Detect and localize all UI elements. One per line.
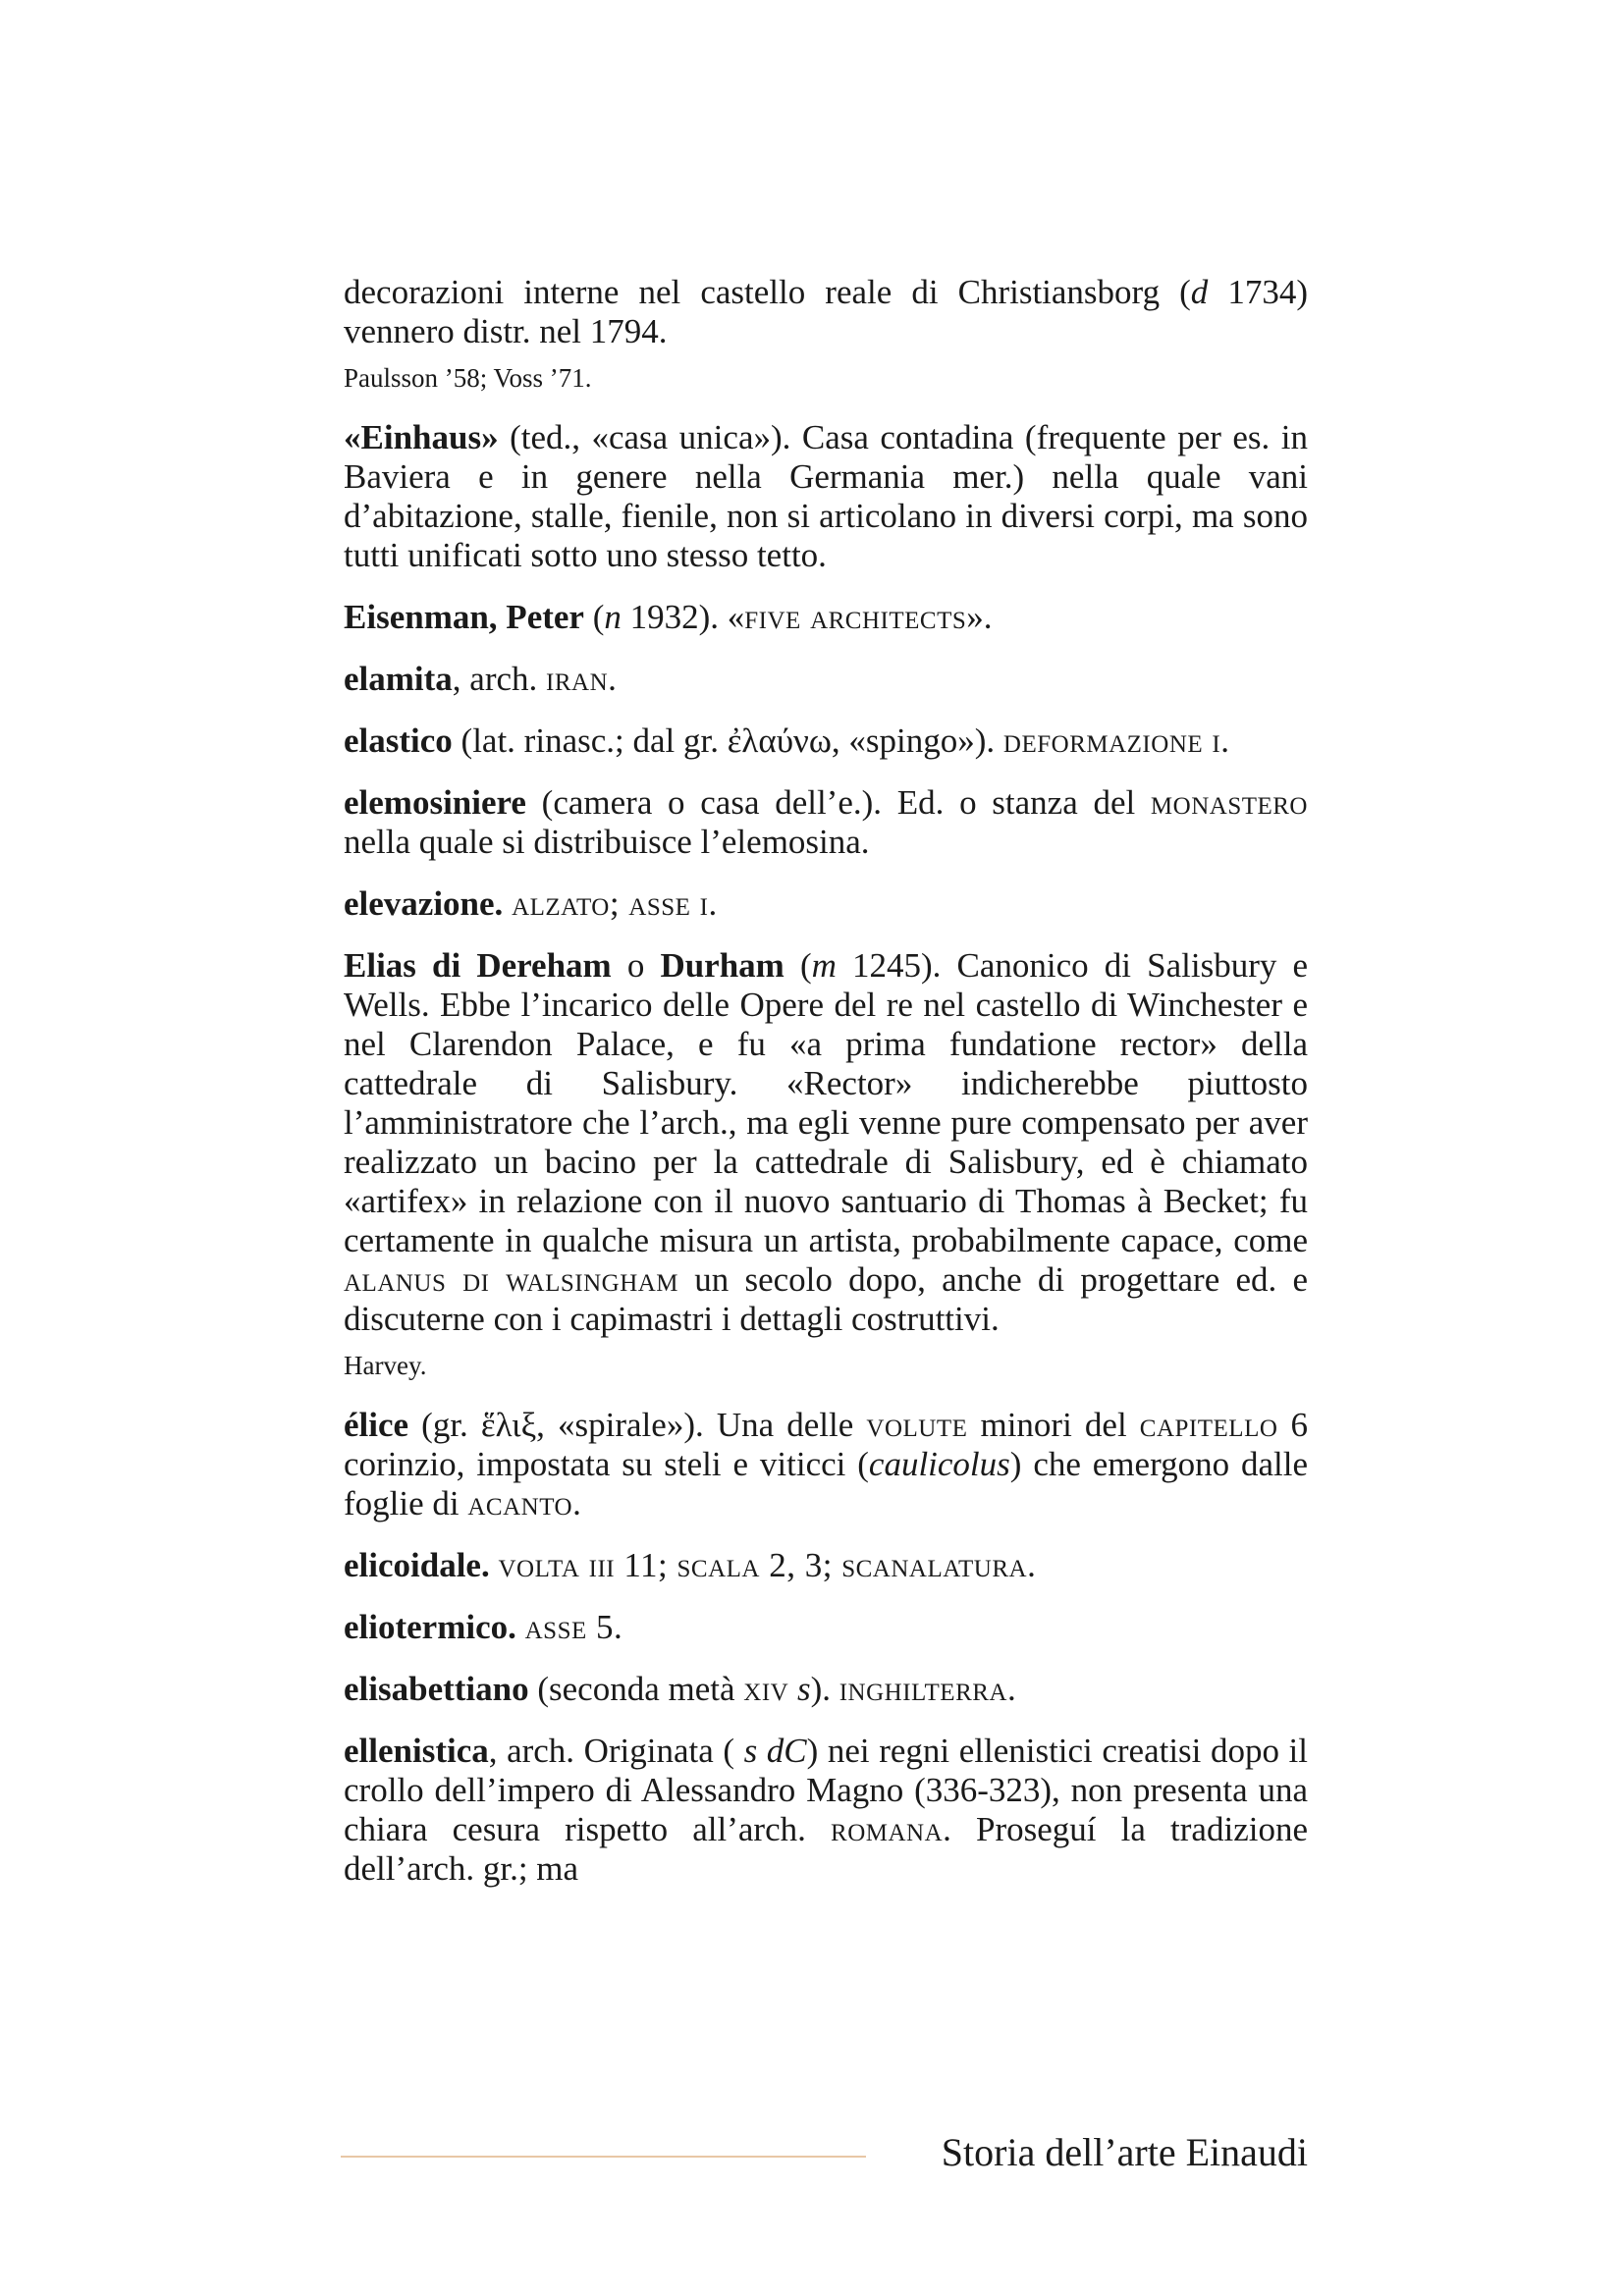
- page-footer: [341, 2128, 1308, 2177]
- page-content: [344, 273, 1308, 1911]
- entry-text: nella quale si distribuisce l’elemosina.: [344, 823, 870, 861]
- entry-elice: [344, 1406, 1308, 1523]
- entry-elevazione: [344, 884, 1308, 924]
- entry-text: ».: [966, 598, 993, 636]
- entry-headword: elevazione.: [344, 884, 504, 923]
- entry-headword: elastico: [344, 721, 453, 760]
- entry-text: .: [1006, 1670, 1016, 1708]
- entry-text: (: [784, 946, 812, 985]
- entry-text: .: [708, 884, 718, 923]
- entry-elamita: [344, 660, 1308, 699]
- cross-reference: xiv: [743, 1670, 789, 1708]
- entry-headword: elamita: [344, 660, 453, 698]
- entry-text: .: [614, 1608, 622, 1646]
- cross-reference: inghilterra: [839, 1670, 1007, 1708]
- entry-italic: d: [1190, 273, 1209, 311]
- entry-text: .: [1220, 721, 1229, 760]
- entry-elicoidale: [344, 1546, 1308, 1585]
- entry-text: 1932). «: [621, 598, 745, 636]
- entry-italic: m: [811, 946, 837, 985]
- entry-headword: Eisenman, Peter: [344, 598, 584, 636]
- cross-reference: volta iii 11; scala 2, 3; scanalatura: [498, 1546, 1028, 1584]
- entry-text: ).: [810, 1670, 839, 1708]
- entry-headword: elisabettiano: [344, 1670, 529, 1708]
- entry-christiansborg: [344, 273, 1308, 351]
- entry-text: ) nei regni ellenistici creatisi dopo il crollo dell’impero di Alessandro Magno (336-323), non presenta una chiara cesura rispetto all’arch.: [344, 1732, 1308, 1848]
- entry-text: , arch.: [452, 660, 547, 698]
- entry-text: (gr. ἕλιξ, «spirale»). Una delle: [408, 1406, 867, 1444]
- cross-reference: deformazione i: [1002, 721, 1221, 760]
- entry-text: .: [608, 660, 617, 698]
- entry-text: o: [611, 946, 661, 985]
- entry-ellenistica: [344, 1732, 1308, 1889]
- entry-headword: eliotermico.: [344, 1608, 516, 1646]
- cross-reference: volute: [866, 1406, 968, 1444]
- entry-italic: n: [604, 598, 622, 636]
- entry-elisabettiano: [344, 1670, 1308, 1709]
- cross-reference: asse 5: [524, 1608, 615, 1646]
- entry-headword: Elias di Dereham: [344, 946, 612, 985]
- cross-reference: capitello: [1139, 1406, 1278, 1444]
- entry-text: 1245). Canonico di Salisbury e Wells. Ebbe l’incarico delle Opere del re nel castello di Winchester e nel Clarendon Palace, e fu «a prima fundatione rector» della cattedrale di Salisbury. «Rector» indicherebbe piuttosto l’amministratore che l’arch., ma egli venne pure compensato per aver realizzato un bacino per la cattedrale di Salisbury, ed è chiamato «artifex» in relazione con il nuovo santuario di Thomas à Becket; fu certamente in qualche misura un artista, probabilmente capace, come: [344, 946, 1309, 1259]
- entry-einhaus: [344, 418, 1308, 575]
- entry-eliotermico: [344, 1608, 1308, 1647]
- entry-italic: s dC: [743, 1732, 807, 1770]
- entry-text: .: [572, 1484, 581, 1522]
- cross-reference: acanto: [467, 1484, 573, 1522]
- entry-text: ) che emergono dalle foglie di: [344, 1445, 1308, 1522]
- entry-elias: [344, 946, 1308, 1339]
- cross-reference: alanus di walsingham: [344, 1260, 679, 1299]
- entry-text: , arch. Originata (: [488, 1732, 744, 1770]
- entry-headword: élice: [344, 1406, 409, 1444]
- entry-text: (ted., «casa unica»). Casa contadina (frequente per es. in Baviera e in genere nella Germania mer.) nella quale vani d’abitazione, stalle, fienile, non si articolano in diversi corpi, ma sono tutti unificati sotto uno stesso tetto.: [344, 418, 1308, 574]
- entry-headword: Durham: [660, 946, 784, 985]
- cross-reference: monastero: [1150, 783, 1308, 822]
- entry-eisenman: [344, 598, 1308, 637]
- entry-headword: elemosiniere: [344, 783, 526, 822]
- bibliography-reference: Paulsson ’58; Voss ’71.: [344, 363, 592, 393]
- entry-text: (camera o casa dell’e.). Ed. o stanza del: [525, 783, 1151, 822]
- footer-rule: [341, 2156, 866, 2158]
- entry-headword: ellenistica: [344, 1732, 489, 1770]
- entry-text: 1734) vennero distr. nel 1794.: [344, 273, 1309, 350]
- entry-text: decorazioni interne nel castello reale di Christiansborg (: [344, 273, 1191, 311]
- footer-title: Storia dell’arte Einaudi: [941, 2130, 1308, 2174]
- entry-text: 6 corinzio, impostata su steli e viticci (: [344, 1406, 1309, 1483]
- entry-text: un secolo dopo, anche di progettare ed. e discuterne con i capimastri i dettagli costruttivi.: [344, 1260, 1308, 1338]
- entry-headword: elicoidale.: [344, 1546, 490, 1584]
- bibliography-reference: Harvey.: [344, 1351, 427, 1380]
- entry-elemosiniere: [344, 783, 1308, 862]
- entry-text: .: [1027, 1546, 1036, 1584]
- entry-text: (seconda metà: [528, 1670, 744, 1708]
- entry-headword: «Einhaus»: [344, 418, 499, 456]
- entry-italic: s: [796, 1670, 811, 1708]
- cross-reference: iran: [546, 660, 609, 698]
- entry-text: . Proseguí la tradizione dell’arch. gr.; ma: [344, 1810, 1308, 1888]
- entry-text: (: [583, 598, 605, 636]
- entry-elastico: [344, 721, 1308, 761]
- cross-reference: alzato; asse i: [512, 884, 709, 923]
- entry-text: (lat. rinasc.; dal gr. ἐλαύνω, «spingo»).: [452, 721, 1003, 760]
- entry-italic: caulicolus: [868, 1445, 1010, 1483]
- cross-reference: five architects: [744, 598, 967, 636]
- entry-text: minori del: [967, 1406, 1140, 1444]
- cross-reference: romana: [831, 1810, 944, 1848]
